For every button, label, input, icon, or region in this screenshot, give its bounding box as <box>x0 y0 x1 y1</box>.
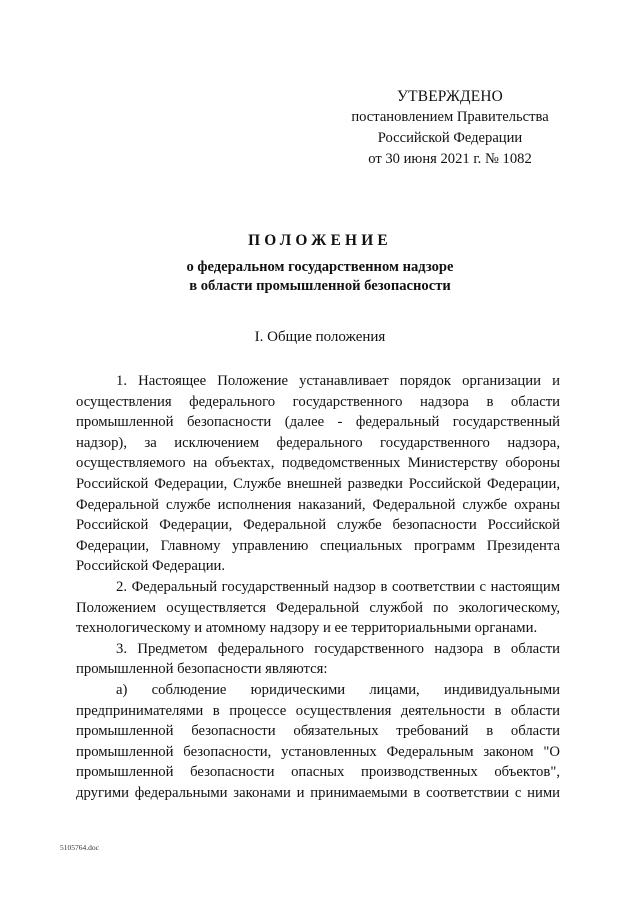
file-name-footer: 5105764.doc <box>60 843 99 852</box>
paragraph-2: 2. Федеральный государственный надзор в соответствии с настоящим Положением осуществляется Федеральной службой по экологическому, технологическому и атомному надзору и ее территориальными органами. <box>76 578 560 637</box>
document-subtitle <box>0 258 640 296</box>
approval-block <box>330 86 570 170</box>
approval-heading: УТВЕРЖДЕНО <box>397 88 503 105</box>
document-title: ПОЛОЖЕНИЕ <box>248 232 392 249</box>
approval-line-2: Российской Федерации <box>377 130 523 146</box>
subtitle-line-2: в области промышленной безопасности <box>189 278 451 294</box>
document-body <box>76 371 560 803</box>
subtitle-line-1: о федеральном государственном надзоре <box>186 259 454 275</box>
paragraph-1: 1. Настоящее Положение устанавливает порядок организации и осуществления федерального государственного надзора в области промышленной безопасности (далее - федеральный государственный надзор), за исключением федерального государственного надзора, осуществляемого на объектах, подведомственных Министерству обороны Российской Федерации, Службе внешней разведки Российской Федерации, Федеральной службе исполнения наказаний, Федеральной службе охраны Российской Федерации, Федеральной службе безопасности Российской Федерации, Главному управлению специальных программ Президента Российской Федерации. <box>76 373 560 575</box>
approval-line-3: от 30 июня 2021 г. № 1082 <box>368 151 532 167</box>
approval-line-1: постановлением Правительства <box>351 109 549 125</box>
section-heading: I. Общие положения <box>254 329 386 345</box>
paragraph-4: а) соблюдение юридическими лицами, индивидуальными предпринимателями в процессе осуществления деятельности в области промышленной безопасности обязательных требований в области промышленной безопасности, установленных Федеральным законом "О промышленной безопасности опасных производственных объектов", другими федеральными законами и принимаемыми в соответствии с ними <box>76 681 560 801</box>
paragraph-3: 3. Предметом федерального государственного надзора в области промышленной безопасности являются: <box>76 640 560 678</box>
